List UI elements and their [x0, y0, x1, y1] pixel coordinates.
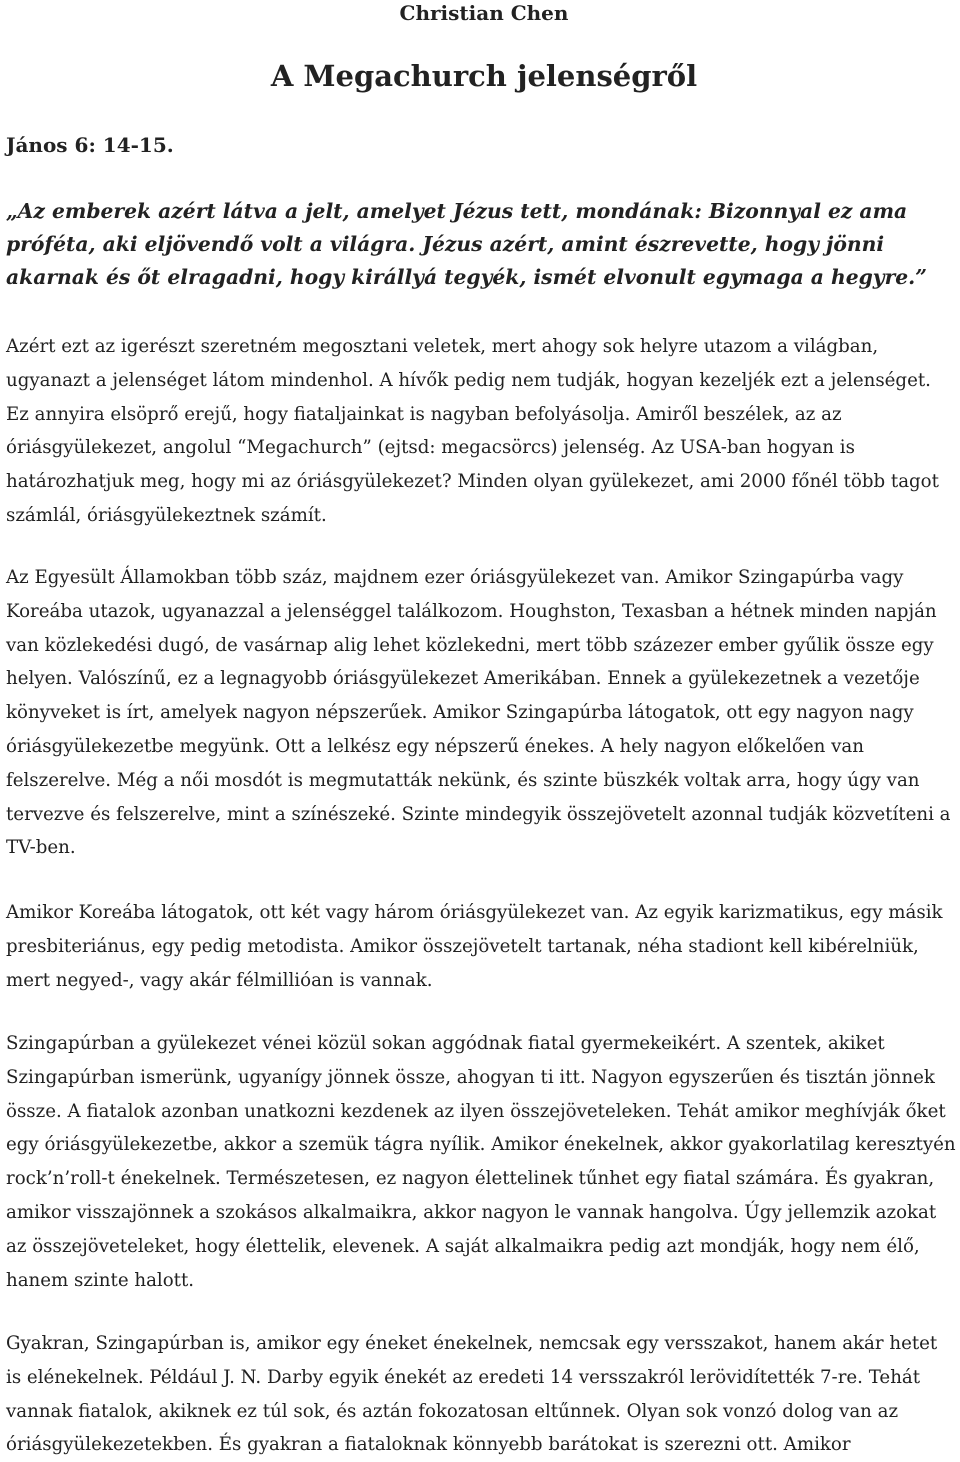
body-paragraph: Szingapúrban a gyülekezet vénei közül sokan aggódnak fiatal gyermekeikért. A szentek, akiket Szingapúrban ismerünk, ugyanígy jönnek össze, ahogyan ti itt. Nagyon egyszerűen és tisztán jönnek össze. A fiatalok azonban unatkozni kezdenek az ilyen összejöveteleken. Tehát amikor meghívják őket egy óriásgyülekezetbe, akkor a szemük tágra nyílik. Amikor énekelnek, akkor gyakorlatilag keresztyén rock’n’roll-t énekelnek. Természetesen, ez nagyon élettelinek tűnhet egy fiatal számára. És gyakran, amikor visszajönnek a szokásos alkalmaikra, akkor nagyon le vannak hangolva. Úgy jellemzik azokat az összejöveteleket, hogy élettelik, elevenek. A saját alkalmaikra pedig azt mondják, hogy nem élő, hanem szinte halott.: [6, 1033, 956, 1291]
article-title: A Megachurch jelenségről: [270, 59, 698, 93]
body-paragraph: Azért ezt az igerészt szeretném megosztani veletek, mert ahogy sok helyre utazom a világban, ugyanazt a jelenséget látom mindenhol. A hívők pedig nem tudják, hogyan kezeljék ezt a jelenséget. Ez annyira elsöprő erejű, hogy fiataljainkat is nagyban befolyásolja. Amiről beszélek, az az óriásgyülekezet, angolul “Megachurch” (ejtsd: megacsörcs) jelenség. Az USA-ban hogyan is határozhatjuk meg, hogy mi az óriásgyülekezet? Minden olyan gyülekezet, ami 2000 főnél több tagot számlál, óriásgyülekeztnek számít.: [6, 336, 939, 526]
body-paragraph: Az Egyesült Államokban több száz, majdnem ezer óriásgyülekezet van. Amikor Szingapúrba vagy Koreába utazok, ugyanazzal a jelenséggel találkozom. Houghston, Texasban a hétnek minden napján van közlekedési dugó, de vasárnap alig lehet közlekedni, mert több százezer ember gyűlik össze egy helyen. Valószínű, ez a legnagyobb óriásgyülekezet Amerikában. Ennek a gyülekezetnek a vezetője könyveket is írt, amelyek nagyon népszerűek. Amikor Szingapúrba látogatok, ott egy nagyon nagy óriásgyülekezetbe megyünk. Ott a lelkész egy népszerű énekes. A hely nagyon előkelően van felszerelve. Még a női mosdót is megmutatták nekünk, és szinte büszkék voltak arra, hogy úgy van tervezve és felszerelve, mint a színészeké. Szinte mindegyik összejövetelt azonnal tudják közvetíteni a TV-ben.: [6, 567, 951, 859]
scripture-reference: János 6: 14-15.: [6, 133, 174, 157]
body-paragraph: Gyakran, Szingapúrban is, amikor egy éneket énekelnek, nemcsak egy versszakot, hanem akár hetet is elénekelnek. Például J. N. Darby egyik énekét az eredeti 14 versszakról lerövidítették 7-re. Tehát vannak fiatalok, akiknek ez túl sok, és aztán fokozatosan eltűnnek. Olyan sok vonzó dolog van az óriásgyülekezetekben. És gyakran a fiataloknak könnyebb barátokat is szerezni ott. Amikor: [6, 1333, 938, 1456]
body-paragraph: Amikor Koreába látogatok, ott két vagy három óriásgyülekezet van. Az egyik karizmatikus, egy másik presbiteriánus, egy pedig metodista. Amikor összejövetelt tartanak, néha stadiont kell kibérelniük, mert negyed-, vagy akár félmillióan is vannak.: [6, 902, 943, 991]
author-name: Christian Chen: [399, 1, 569, 25]
scripture-quote: „Az emberek azért látva a jelt, amelyet Jézus tett, mondának: Bizonnyal ez ama próféta, aki eljövendő volt a világra. Jézus azért, amint észrevette, hogy jönni akarnak és őt elragadni, hogy királlyá tegyék, ismét elvonult egymaga a hegyre.”: [6, 199, 927, 289]
